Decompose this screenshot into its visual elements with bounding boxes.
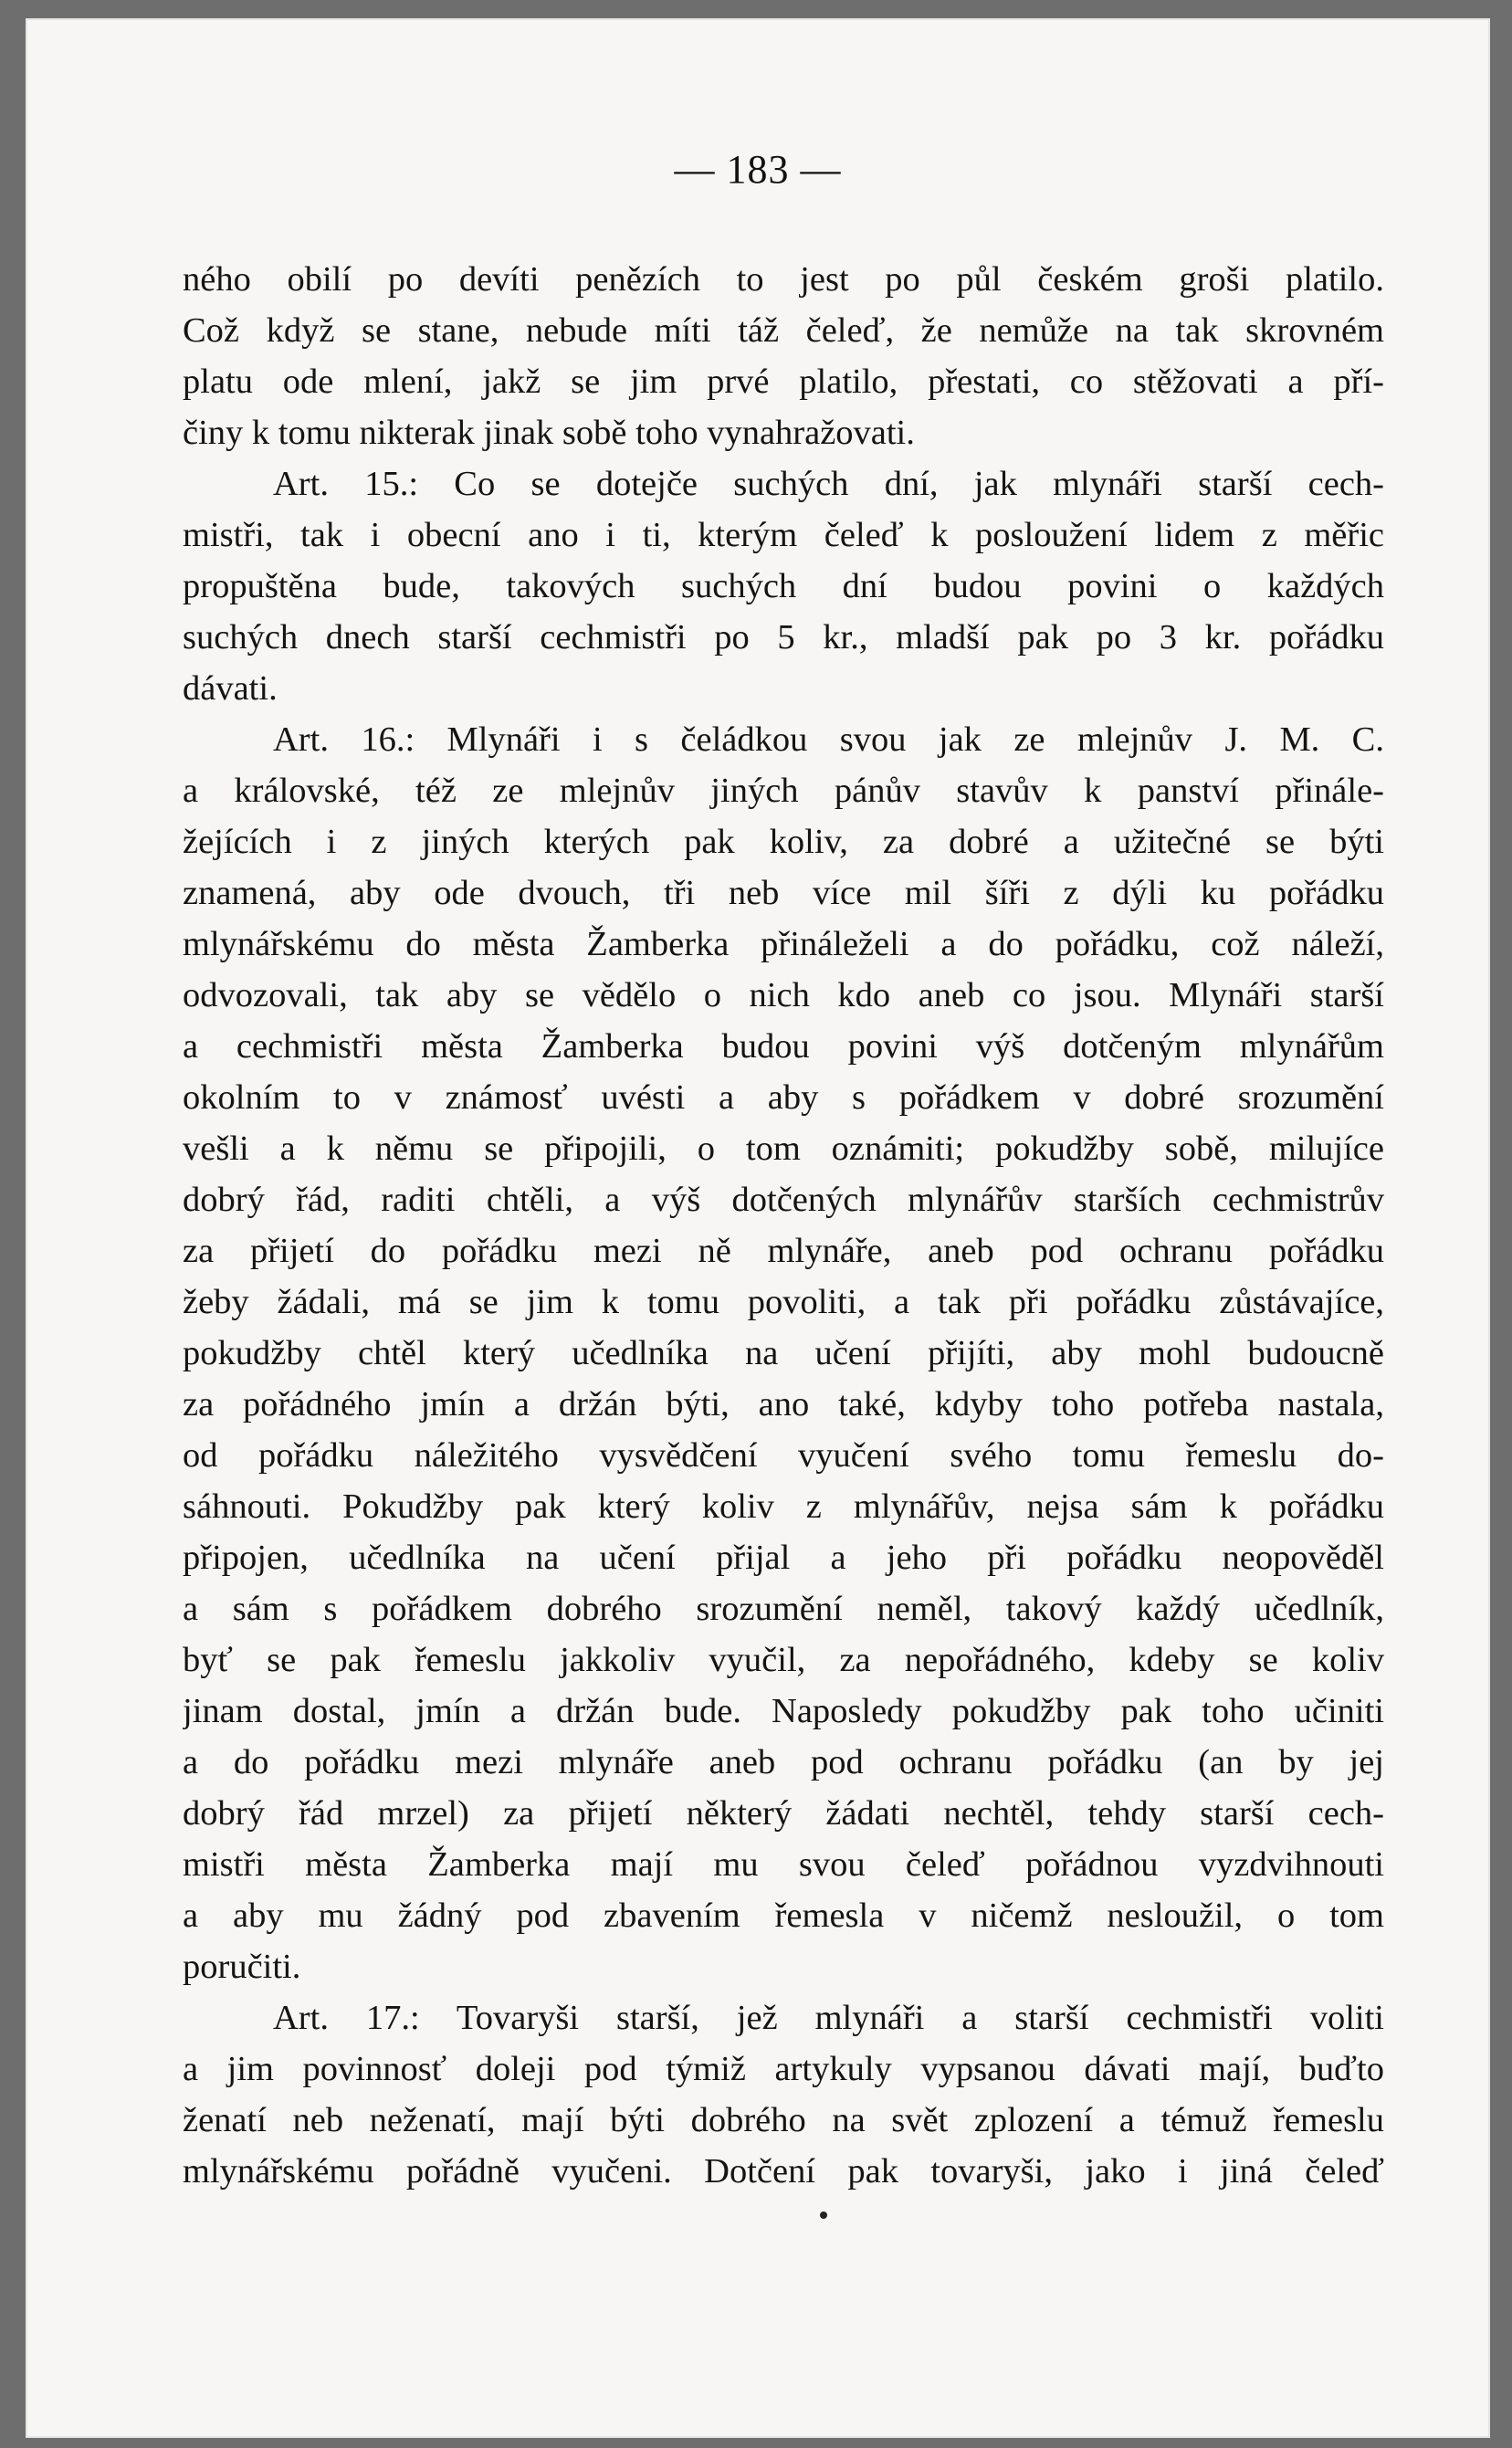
text-line: odvozovali, tak aby se vědělo o nich kdo aneb co jsou. Mlynáři starší	[183, 976, 1384, 1014]
text-line: mistři města Žamberka mají mu svou čeleď pořádnou vyzdvihnouti	[183, 1845, 1384, 1884]
text-line: okolním to v známosť uvésti a aby s pořádkem v dobré srozumění	[183, 1078, 1384, 1117]
text-line: činy k tomu nikterak jinak sobě toho vynahražovati.	[183, 414, 915, 452]
text-line: vešli a k němu se připojili, o tom oznámiti; pokudžby sobě, milujíce	[183, 1129, 1384, 1168]
body-text	[183, 254, 1384, 2197]
text-line: mlynářskému pořádně vyučeni. Dotčení pak tovaryši, jako i jiná čeleď	[183, 2152, 1384, 2191]
text-line: Což když se stane, nebude míti táž čeleď, že nemůže na tak skrovném	[183, 311, 1384, 350]
page-number-header: — 183 —	[674, 147, 842, 192]
text-line: dobrý řád, raditi chtěli, a výš dotčených mlynářův starších cechmistrův	[183, 1181, 1384, 1219]
text-line: a aby mu žádný pod zbavením řemesla v ničemž nesloužil, o tom	[183, 1896, 1384, 1935]
text-line: sáhnouti. Pokudžby pak který koliv z mlynářův, nejsa sám k pořádku	[183, 1487, 1384, 1526]
text-line: dávati.	[183, 669, 278, 708]
text-line: a cechmistři města Žamberka budou povini výš dotčeným mlynářům	[183, 1027, 1384, 1066]
article-15-start: Art. 15.: Co se dotejče suchých dní, jak mlynáři starší cech-	[273, 465, 1384, 503]
text-line: propuštěna bude, takových suchých dní budou povini o každých	[183, 567, 1384, 605]
text-line: platu ode mlení, jakž se jim prvé platilo, přestati, co stěžovati a pří-	[183, 362, 1384, 401]
text-line: připojen, učedlníka na učení přijal a jeho při pořádku neopověděl	[183, 1539, 1384, 1577]
text-line: byť se pak řemeslu jakkoliv vyučil, za nepořádného, kdeby se koliv	[183, 1641, 1384, 1679]
printer-mark	[820, 2212, 827, 2219]
text-line: a královské, též ze mlejnův jiných pánův stavův k panství přinále-	[183, 772, 1384, 810]
text-line: a do pořádku mezi mlynáře aneb pod ochranu pořádku (an by jej	[183, 1743, 1384, 1781]
text-line: a sám s pořádkem dobrého srozumění neměl, takový každý učedlník,	[183, 1590, 1384, 1628]
text-line: za pořádného jmín a držán býti, ano také, kdyby toho potřeba nastala,	[183, 1385, 1384, 1424]
text-line: žejících i z jiných kterých pak koliv, za dobré a užitečné se býti	[183, 823, 1384, 861]
text-line: a jim povinnosť doleji pod týmiž artykuly vypsanou dávati mají, buďto	[183, 2050, 1384, 2088]
text-line: žeby žádali, má se jim k tomu povoliti, a tak při pořádku zůstávajíce,	[183, 1283, 1384, 1321]
text-line: ného obilí po devíti penězích to jest po půl českém groši platilo.	[183, 260, 1384, 299]
text-line: mlynářskému do města Žamberka přináleželi a do pořádku, což náleží,	[183, 925, 1384, 963]
book-page	[26, 18, 1490, 2438]
text-line: ženatí neb neženatí, mají býti dobrého na svět zplození a témuž řemeslu	[183, 2101, 1384, 2139]
text-line: suchých dnech starší cechmistři po 5 kr., mladší pak po 3 kr. pořádku	[183, 618, 1384, 657]
text-line: za přijetí do pořádku mezi ně mlynáře, aneb pod ochranu pořádku	[183, 1232, 1384, 1270]
article-17-start: Art. 17.: Tovaryši starší, jež mlynáři a starší cechmistři voliti	[273, 1999, 1384, 2037]
text-line: znamená, aby ode dvouch, tři neb více mil šíři z dýli ku pořádku	[183, 874, 1384, 912]
article-16-start: Art. 16.: Mlynáři i s čeládkou svou jak ze mlejnův J. M. C.	[273, 720, 1384, 759]
text-line: dobrý řád mrzel) za přijetí některý žádati nechtěl, tehdy starší cech-	[183, 1794, 1384, 1833]
text-line: jinam dostal, jmín a držán bude. Naposledy pokudžby pak toho učiniti	[183, 1692, 1384, 1730]
text-line: od pořádku náležitého vysvědčení vyučení svého tomu řemeslu do-	[183, 1436, 1384, 1475]
text-line: pokudžby chtěl který učedlníka na učení přijíti, aby mohl budoucně	[183, 1334, 1384, 1372]
text-line: poručiti.	[183, 1948, 301, 1986]
text-line: mistři, tak i obecní ano i ti, kterým čeleď k posloužení lidem z měřic	[183, 516, 1384, 554]
